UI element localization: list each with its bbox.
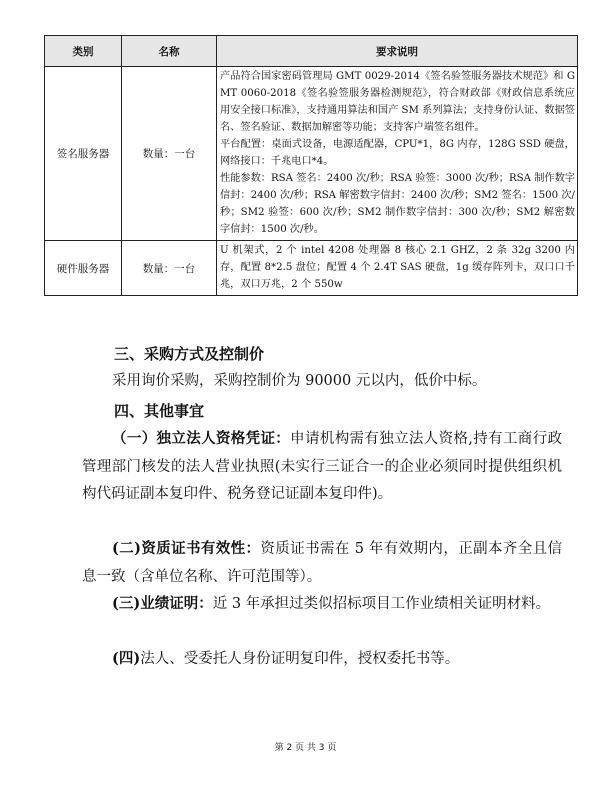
table-row <box>45 241 578 296</box>
header-name: 名称 <box>122 36 217 67</box>
requirement-text: 产品符合国家密码管理局 GMT 0029-2014《签名验签服务器技术规范》和 GMT 0060-2018《签名验签服务器检测规范》，符合财政部《财政信息系统应用安全接口标准》，支持通用算法和国产 SM 系列算法；支持身份认证、数据签名、签名验证、数据加解密等功能；支持客户端签名组件。 <box>220 71 575 133</box>
section3-text: 采用询价采购，采购控制价为 90000 元以内，低价中标。 <box>112 373 487 389</box>
requirement-text: 性能参数：RSA 签名：2400 次/秒；RSA 验签：3000 次/秒；RSA 制作数字信封：2400 次/秒；RSA 解密数字信封：2400 次/秒；SM2 签名：1500 次/秒；SM2 验签：600 次/秒；SM2 制作数字信封：300 次/秒；SM2 解密数字信封：1500 次/秒。 <box>220 173 575 235</box>
page-footer: 第 2 页 共 3 页 <box>274 743 337 753</box>
item-text: 近 3 年承担过类似招标项目工作业绩相关证明材料。 <box>212 596 551 612</box>
item-performance <box>82 590 562 619</box>
row-category: 签名服务器 <box>45 67 122 241</box>
item-label: （一）独立法人资格凭证： <box>112 430 291 447</box>
section3-heading: 三、采购方式及控制价 <box>114 345 265 363</box>
item-label: (二)资质证书有效性： <box>112 540 261 557</box>
row-quantity: 数量：一台 <box>122 67 217 241</box>
item-legal-entity <box>82 425 562 509</box>
row-category: 硬件服务器 <box>45 241 122 296</box>
item-label: (三)业绩证明： <box>112 595 213 612</box>
item-text: 法人、受委托人身份证明复印件，授权委托书等。 <box>140 651 460 667</box>
row-requirements <box>217 241 578 296</box>
requirements-table <box>44 35 578 296</box>
requirement-text: U 机架式，2 个 intel 4208 处理器 8 核心 2.1 GHZ，2 条 32g 3200 内存，配置 8*2.5 盘位；配置 4 个 2.4T SAS 硬盘，1g 缓存阵列卡，双口口千兆，双口万兆，2 个 550w <box>220 245 575 290</box>
section4-heading: 四、其他事宜 <box>114 402 205 420</box>
item-text: 申请机构需有独立法人资格,持有工商行政管理部门核发的法人营业执照(未实行三证合一的企业必须同时提供组织机构代码证副本复印件、税务登记证副本复印件)。 <box>82 431 562 502</box>
item-text: 资质证书需在 5 年有效期内，正副本齐全且信息一致（含单位名称、许可范围等）。 <box>82 541 562 585</box>
header-category: 类别 <box>45 36 122 67</box>
item-label: (四) <box>112 650 141 667</box>
row-quantity: 数量：一台 <box>122 241 217 296</box>
item-identity <box>82 645 562 674</box>
table-row <box>45 67 578 241</box>
header-requirements: 要求说明 <box>217 36 578 67</box>
table-header-row <box>45 36 578 67</box>
row-requirements <box>217 67 578 241</box>
requirement-text: 平台配置：桌面式设备，电源适配器，CPU*1，8G 内存，128G SSD 硬盘，网络接口：千兆电口*4。 <box>220 139 575 167</box>
item-qualification <box>82 535 562 591</box>
